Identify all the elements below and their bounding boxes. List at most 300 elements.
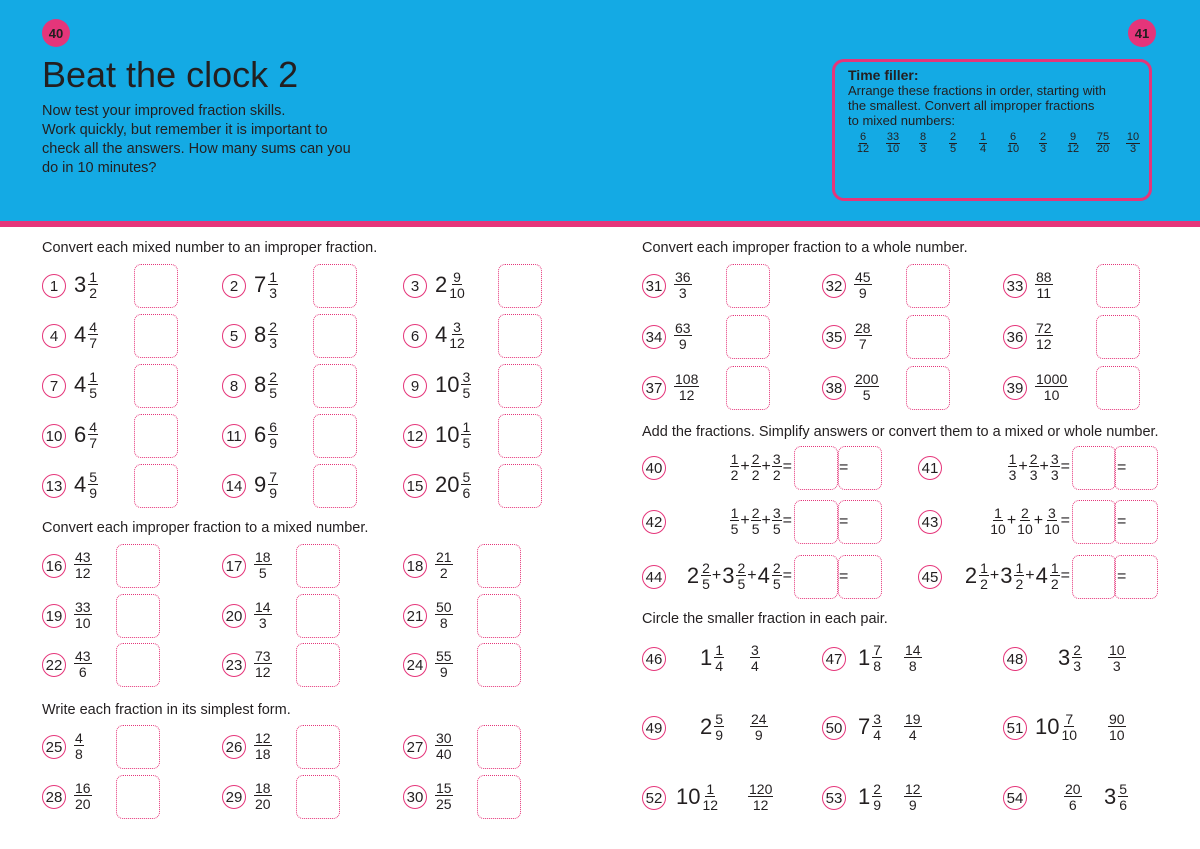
fraction [268, 470, 278, 500]
answer-box[interactable] [116, 725, 160, 769]
fraction-denominator: 3 [269, 285, 278, 301]
time-filler-fraction [908, 132, 938, 155]
fraction-option-a[interactable] [1064, 782, 1082, 812]
fraction-denominator: 6 [462, 485, 471, 501]
fraction-numerator: 1 [979, 131, 987, 143]
fraction-numerator: 30 [436, 730, 452, 746]
fraction [74, 731, 84, 761]
fraction-denominator: 9 [858, 285, 867, 301]
equals-sign: = [839, 459, 849, 476]
fraction [748, 782, 773, 812]
fraction [730, 452, 740, 482]
answer-box[interactable] [1072, 555, 1116, 599]
addition-expression [965, 561, 1071, 591]
fraction-denominator: 5 [772, 576, 781, 592]
answer-box[interactable] [906, 264, 950, 308]
fraction-denominator: 8 [75, 746, 83, 762]
problem-expression [435, 270, 465, 300]
answer-box[interactable] [498, 464, 542, 508]
fraction-denominator: 9 [89, 485, 98, 501]
answer-box[interactable] [296, 725, 340, 769]
fraction-denominator: 5 [462, 385, 471, 401]
heading-improper-to-mixed: Convert each improper fraction to a mixed number. [42, 520, 369, 536]
fraction [254, 550, 272, 580]
whole-number: 8 [254, 322, 267, 347]
answer-box[interactable] [726, 315, 770, 359]
fraction-numerator: 4 [75, 730, 83, 746]
problem-number: 14 [222, 474, 246, 498]
fraction-denominator: 10 [75, 615, 91, 631]
fraction-denominator: 3 [269, 335, 278, 351]
answer-box[interactable] [134, 364, 178, 408]
fraction [714, 643, 724, 673]
answer-box[interactable] [477, 775, 521, 819]
fraction [702, 782, 718, 812]
problem-number: 46 [642, 647, 666, 671]
answer-box[interactable] [906, 366, 950, 410]
problem-number: 43 [918, 510, 942, 534]
fraction-numerator: 3 [772, 505, 781, 521]
whole-number: 20 [435, 472, 460, 497]
answer-box[interactable] [1114, 500, 1158, 544]
problem-number: 45 [918, 565, 942, 589]
fraction-denominator: 40 [436, 746, 452, 762]
fraction-denominator: 5 [772, 521, 781, 537]
fraction-numerator: 9 [1069, 131, 1077, 143]
problem-number: 26 [222, 735, 246, 759]
answer-box[interactable] [838, 446, 882, 490]
fraction [268, 270, 278, 300]
addition-expression [687, 561, 793, 591]
problem-number: 6 [403, 324, 427, 348]
fraction-numerator: 3 [751, 642, 759, 658]
plus-sign: + [989, 567, 1000, 584]
fraction-numerator: 8 [919, 131, 927, 143]
answer-box[interactable] [116, 643, 160, 687]
fraction-denominator: 5 [751, 521, 760, 537]
time-filler-line: Arrange these fractions in order, starting with [848, 83, 1106, 98]
answer-box[interactable] [296, 594, 340, 638]
fraction-numerator: 1 [1008, 451, 1017, 467]
fraction [1061, 712, 1077, 742]
answer-box[interactable] [1114, 446, 1158, 490]
fraction-numerator: 55 [436, 648, 452, 664]
answer-box[interactable] [498, 364, 542, 408]
problem-number: 19 [42, 604, 66, 628]
heading-circle-smaller: Circle the smaller fraction in each pair. [642, 611, 888, 627]
time-filler-fraction [1058, 132, 1088, 155]
fraction-denominator: 3 [1029, 467, 1038, 483]
fraction-option-b[interactable] [1108, 712, 1126, 742]
fraction-denominator: 9 [715, 727, 724, 743]
problem-expression [74, 649, 92, 679]
plus-sign: + [1018, 458, 1028, 475]
fraction-denominator: 2 [730, 467, 739, 483]
fraction-numerator: 28 [855, 320, 871, 336]
answer-box[interactable] [838, 555, 882, 599]
whole-number: 7 [858, 714, 871, 739]
fraction-numerator: 1 [1015, 560, 1024, 576]
whole-number: 2 [700, 714, 713, 739]
time-filler-fraction [1088, 132, 1118, 155]
fraction [88, 270, 98, 300]
fraction-denominator: 6 [1068, 797, 1077, 813]
whole-number: 1 [700, 645, 713, 670]
fraction [254, 731, 272, 761]
fraction-option-b[interactable] [750, 643, 760, 673]
whole-number: 3 [1058, 645, 1071, 670]
fraction-numerator: 1 [706, 781, 715, 797]
fraction-denominator: 10 [1109, 727, 1125, 743]
fraction-denominator: 3 [1073, 658, 1082, 674]
problem-number: 30 [403, 785, 427, 809]
heading-improper-to-whole: Convert each improper fraction to a whole number. [642, 240, 968, 256]
whole-number: 3 [1104, 784, 1117, 809]
page-number-right: 41 [1128, 19, 1156, 47]
problem-expression [254, 649, 272, 679]
answer-box[interactable] [134, 414, 178, 458]
fraction-denominator: 2 [980, 576, 988, 592]
fraction-denominator: 25 [436, 796, 452, 812]
fraction-denominator: 2 [772, 467, 781, 483]
answer-box[interactable] [498, 264, 542, 308]
answer-box[interactable] [313, 414, 357, 458]
problem-number: 7 [42, 374, 66, 398]
answer-box[interactable] [498, 414, 542, 458]
plus-sign: + [1025, 567, 1035, 584]
fraction-denominator: 7 [89, 335, 98, 351]
fraction [674, 270, 692, 300]
fraction-denominator: 12 [255, 664, 271, 680]
fraction-denominator: 9 [439, 664, 448, 680]
answer-box[interactable] [134, 314, 178, 358]
fraction-option-a[interactable] [1035, 712, 1077, 742]
plus-sign: + [711, 567, 722, 584]
fraction-option-a[interactable] [858, 782, 882, 812]
fraction-option-b[interactable] [748, 782, 773, 812]
whole-number: 8 [254, 372, 267, 397]
fraction-numerator: 1 [269, 269, 278, 285]
problem-number: 50 [822, 716, 846, 740]
fraction-denominator: 7 [858, 336, 867, 352]
fraction-numerator: 2 [1039, 131, 1047, 143]
fraction [268, 370, 278, 400]
problem-number: 52 [642, 786, 666, 810]
problem-number: 47 [822, 647, 846, 671]
fraction [1035, 270, 1053, 300]
answer-box[interactable] [726, 264, 770, 308]
fraction [435, 600, 453, 630]
answer-box[interactable] [1114, 555, 1158, 599]
plus-sign: + [1033, 512, 1044, 529]
whole-number: 4 [757, 563, 770, 588]
problem-number: 29 [222, 785, 246, 809]
problem-number: 54 [1003, 786, 1027, 810]
fraction-denominator: 4 [873, 727, 882, 743]
problem-expression [435, 600, 453, 630]
problem-number: 11 [222, 424, 246, 448]
fraction [435, 649, 453, 679]
fraction-numerator: 88 [1036, 269, 1052, 285]
fraction-denominator: 20 [75, 796, 91, 812]
equals-sign: = [782, 458, 792, 475]
fraction [854, 270, 872, 300]
problem-number: 39 [1003, 376, 1027, 400]
fraction-numerator: 45 [855, 269, 871, 285]
fraction-option-a[interactable] [858, 643, 882, 673]
fraction-denominator: 3 [1129, 143, 1137, 155]
problem-expression [435, 781, 453, 811]
addition-expression [730, 506, 793, 536]
answer-box[interactable] [477, 725, 521, 769]
fraction-numerator: 2 [269, 319, 278, 335]
fraction [449, 320, 465, 350]
fraction-numerator: 7 [873, 642, 882, 658]
answer-box[interactable] [1096, 366, 1140, 410]
fraction-denominator: 5 [949, 143, 957, 155]
fraction-option-a[interactable] [700, 643, 724, 673]
problem-number: 16 [42, 554, 66, 578]
fraction [74, 550, 92, 580]
problem-expression [74, 470, 98, 500]
fraction [268, 320, 278, 350]
fraction [772, 506, 782, 536]
fraction-denominator: 4 [715, 658, 724, 674]
problem-number: 31 [642, 274, 666, 298]
fraction-denominator: 9 [873, 797, 882, 813]
fraction-option-b[interactable] [1108, 643, 1126, 673]
fraction-numerator: 21 [436, 549, 452, 565]
problem-expression [435, 420, 471, 450]
plus-sign: + [740, 458, 750, 475]
fraction-denominator: 12 [678, 387, 695, 403]
fraction [1014, 561, 1024, 591]
plus-sign: + [1039, 458, 1049, 475]
fraction [872, 782, 882, 812]
answer-box[interactable] [116, 544, 160, 588]
problem-number: 2 [222, 274, 246, 298]
fraction-denominator: 2 [439, 565, 448, 581]
fraction-option-b[interactable] [904, 782, 922, 812]
fraction [1029, 452, 1039, 482]
answer-box[interactable] [313, 314, 357, 358]
fraction [674, 321, 692, 351]
problem-expression [435, 550, 453, 580]
whole-number: 7 [254, 272, 267, 297]
fraction-denominator: 3 [1008, 467, 1017, 483]
fraction-denominator: 7 [89, 435, 98, 451]
whole-number: 3 [722, 563, 735, 588]
answer-box[interactable] [477, 643, 521, 687]
answer-box[interactable] [313, 264, 357, 308]
problem-expression [74, 781, 92, 811]
problem-expression [74, 420, 98, 450]
answer-box[interactable] [296, 643, 340, 687]
fraction-numerator: 2 [751, 451, 760, 467]
fraction-numerator: 24 [751, 711, 767, 727]
addition-expression [1008, 452, 1071, 482]
answer-box[interactable] [116, 594, 160, 638]
fraction-denominator: 5 [737, 576, 746, 592]
equals-sign: = [782, 567, 792, 584]
fraction-denominator: 9 [678, 336, 687, 352]
fraction-numerator: 4 [89, 319, 98, 335]
fraction-numerator: 1 [1050, 560, 1059, 576]
fraction [74, 781, 92, 811]
answer-box[interactable] [794, 555, 838, 599]
equals-sign: = [1117, 513, 1127, 530]
fraction [461, 420, 471, 450]
fraction-option-b[interactable] [750, 712, 768, 742]
answer-box[interactable] [1096, 315, 1140, 359]
fraction-denominator: 4 [751, 658, 759, 674]
fraction-numerator: 43 [75, 549, 91, 565]
fraction-numerator: 15 [436, 780, 452, 796]
time-filler-heading: Time filler: [848, 67, 919, 83]
fraction-denominator: 10 [1044, 521, 1060, 537]
answer-box[interactable] [134, 464, 178, 508]
whole-number: 3 [1000, 563, 1013, 588]
fraction-option-b[interactable] [904, 712, 922, 742]
problem-expression [854, 321, 872, 351]
fraction [435, 731, 453, 761]
fraction-option-a[interactable] [858, 712, 882, 742]
fraction-option-b[interactable] [904, 643, 922, 673]
answer-box[interactable] [726, 366, 770, 410]
fraction-numerator: 20 [1065, 781, 1081, 797]
fraction-numerator: 1 [730, 505, 739, 521]
fraction-numerator: 1 [994, 505, 1002, 521]
fraction-numerator: 2 [737, 560, 746, 576]
fraction [772, 561, 782, 591]
fraction-numerator: 1 [715, 642, 724, 658]
answer-box[interactable] [477, 594, 521, 638]
fraction-option-b[interactable] [1104, 782, 1128, 812]
fraction-numerator: 18 [255, 549, 271, 565]
fraction [254, 649, 272, 679]
whole-number: 10 [435, 422, 460, 447]
intro-text [42, 102, 372, 178]
fraction-option-a[interactable] [700, 712, 724, 742]
answer-box[interactable] [794, 500, 838, 544]
answer-box[interactable] [1072, 446, 1116, 490]
whole-number: 4 [74, 322, 87, 347]
answer-box[interactable] [838, 500, 882, 544]
fraction [88, 370, 98, 400]
fraction-denominator: 8 [908, 658, 917, 674]
answer-box[interactable] [477, 544, 521, 588]
fraction-denominator: 12 [1036, 336, 1052, 352]
answer-box[interactable] [313, 364, 357, 408]
fraction [88, 420, 98, 450]
problem-expression [254, 370, 278, 400]
problem-number: 5 [222, 324, 246, 348]
fraction-option-a[interactable] [676, 782, 718, 812]
fraction-denominator: 10 [886, 143, 900, 155]
fraction-numerator: 7 [1065, 711, 1074, 727]
fraction-numerator: 33 [886, 131, 900, 143]
problem-expression [435, 320, 465, 350]
problem-number: 10 [42, 424, 66, 448]
problem-expression [74, 731, 84, 761]
fraction [736, 561, 746, 591]
problem-number: 42 [642, 510, 666, 534]
fraction-denominator: 5 [258, 565, 267, 581]
equals-sign: = [1117, 568, 1127, 585]
fraction-numerator: 4 [89, 419, 98, 435]
answer-box[interactable] [116, 775, 160, 819]
answer-box[interactable] [794, 446, 838, 490]
plus-sign: + [1006, 512, 1017, 529]
fraction-numerator: 10 [1126, 131, 1140, 143]
fraction-numerator: 2 [702, 560, 710, 576]
problem-expression [435, 470, 471, 500]
fraction [435, 781, 453, 811]
equals-sign: = [839, 568, 849, 585]
fraction-denominator: 3 [1112, 658, 1121, 674]
fraction-denominator: 2 [89, 285, 98, 301]
fraction-numerator: 6 [1009, 131, 1017, 143]
problem-number: 33 [1003, 274, 1027, 298]
problem-expression [74, 370, 98, 400]
answer-box[interactable] [296, 775, 340, 819]
fraction-numerator: 16 [75, 780, 91, 796]
problem-expression [254, 420, 278, 450]
problem-expression [254, 600, 272, 630]
fraction [449, 270, 465, 300]
fraction [88, 320, 98, 350]
problem-number: 1 [42, 274, 66, 298]
answer-box[interactable] [906, 315, 950, 359]
plus-sign: + [761, 458, 771, 475]
fraction-numerator: 1 [462, 419, 471, 435]
problem-number: 25 [42, 735, 66, 759]
fraction-numerator: 6 [269, 419, 278, 435]
fraction [1072, 643, 1082, 673]
fraction [1050, 452, 1060, 482]
fraction-numerator: 3 [462, 369, 471, 385]
intro-line: Work quickly, but remember it is important to [42, 122, 328, 138]
fraction-denominator: 10 [1061, 727, 1078, 743]
fraction [730, 506, 740, 536]
problem-number: 15 [403, 474, 427, 498]
answer-box[interactable] [1072, 500, 1116, 544]
problem-expression [674, 372, 699, 402]
fraction-denominator: 4 [908, 727, 917, 743]
heading-simplest-form: Write each fraction in its simplest form. [42, 702, 291, 718]
time-filler-fraction [878, 132, 908, 155]
fraction-numerator: 90 [1109, 711, 1125, 727]
fraction [751, 452, 761, 482]
fraction-numerator: 2 [269, 369, 278, 385]
problem-number: 44 [642, 565, 666, 589]
fraction-denominator: 18 [255, 746, 271, 762]
answer-box[interactable] [296, 544, 340, 588]
fraction-option-a[interactable] [1058, 643, 1082, 673]
fraction [872, 643, 882, 673]
answer-box[interactable] [134, 264, 178, 308]
fraction [751, 506, 761, 536]
fraction [435, 550, 453, 580]
answer-box[interactable] [313, 464, 357, 508]
answer-box[interactable] [498, 314, 542, 358]
answer-box[interactable] [1096, 264, 1140, 308]
whole-number: 4 [435, 322, 448, 347]
fraction [979, 561, 989, 591]
problem-number: 28 [42, 785, 66, 809]
fraction-numerator: 63 [675, 320, 691, 336]
problem-number: 51 [1003, 716, 1027, 740]
